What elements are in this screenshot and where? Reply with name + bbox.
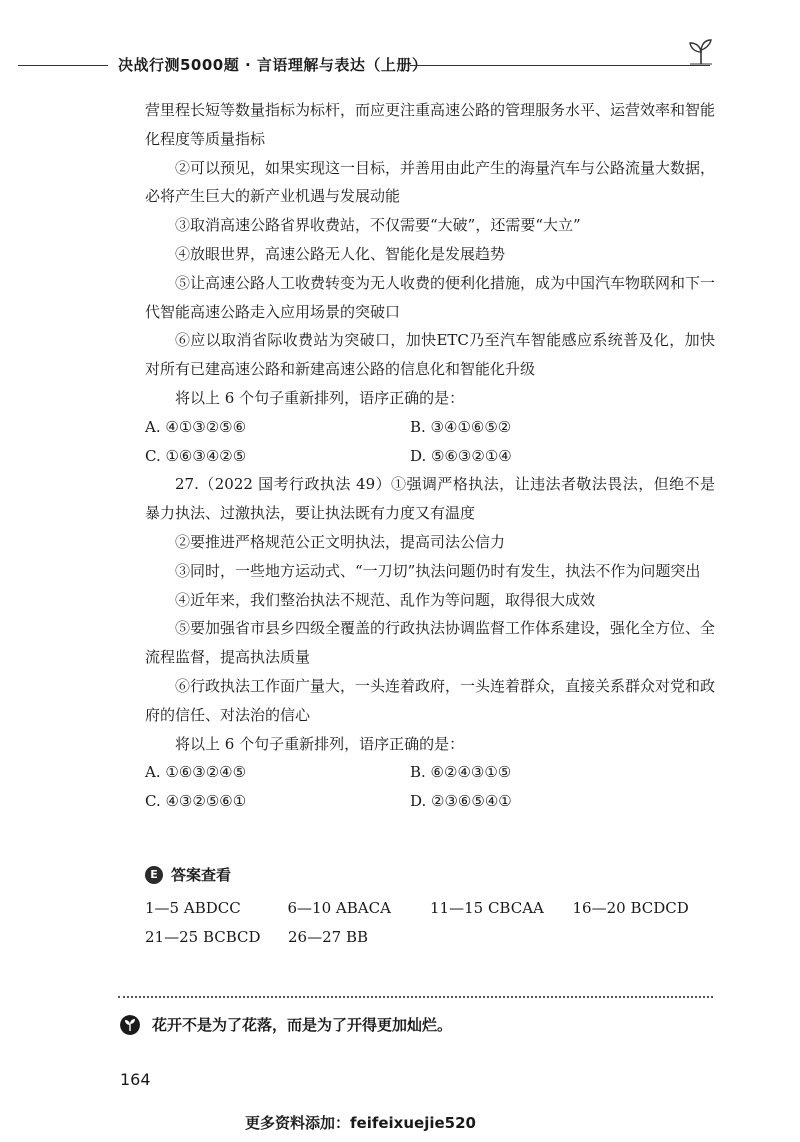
q26-options-row1 bbox=[145, 413, 715, 442]
answer-item: 1—5 ABDCC bbox=[145, 899, 241, 917]
answer-section-title bbox=[145, 864, 231, 885]
q27-sentence-4: ④近年来，我们整治执法不规范、乱作为等问题，取得很大成效 bbox=[175, 590, 596, 609]
q26-sentence-4: ④放眼世界，高速公路无人化、智能化是发展趋势 bbox=[175, 244, 506, 263]
book-title: 决战行测5000题 · 言语理解与表达（上册） bbox=[118, 56, 428, 74]
q27-sentence-6: ⑥行政执法工作面广量大，一头连着政府，一头连着群众，直接关系群众对党和政府的信任、对法治的信心 bbox=[145, 676, 716, 724]
q27-option-a: A. ①⑥③②④⑤ bbox=[145, 763, 247, 782]
q27-options-row1 bbox=[145, 758, 715, 787]
answer-item: 11—15 CBCAA bbox=[430, 899, 544, 917]
motto-text: 花开不是为了花落，而是为了开得更加灿烂。 bbox=[152, 1016, 453, 1034]
answer-row-1 bbox=[145, 894, 715, 923]
body-text bbox=[145, 96, 715, 816]
q26-sentence-6: ⑥应以取消省际收费站为突破口，加快ETC乃至汽车智能感应系统普及化，加快对所有已建高速公路和新建高速公路的信息化和智能化升级 bbox=[145, 331, 715, 379]
q27-prompt: 将以上 6 个句子重新排列，语序正确的是： bbox=[175, 734, 465, 753]
q27-option-d: D. ②③⑥⑤④① bbox=[410, 792, 512, 811]
q27-sentence-1: 27.（2022 国考行政执法 49）①强调严格执法，让违法者敬法畏法，但绝不是暴力执法、过激执法，要让执法既有力度又有温度 bbox=[145, 475, 715, 523]
answer-row-2 bbox=[145, 923, 715, 952]
motto bbox=[120, 1014, 452, 1035]
dotted-divider bbox=[118, 996, 713, 998]
q26-sentence-5: ⑤让高速公路人工收费转变为无人收费的便利化措施，成为中国汽车物联网和下一代智能高速公路走入应用场景的突破口 bbox=[145, 273, 716, 321]
q26-option-b: B. ③④①⑥⑤② bbox=[410, 417, 512, 436]
q26-options-row2 bbox=[145, 442, 715, 471]
answer-icon: E bbox=[145, 866, 163, 884]
running-header bbox=[18, 52, 718, 78]
answer-title-text: 答案查看 bbox=[171, 866, 232, 884]
q27-sentence-3: ③同时，一些地方运动式、“一刀切”执法问题仍时有发生，执法不作为问题突出 bbox=[175, 561, 701, 580]
q26-sentence-3: ③取消高速公路省界收费站，不仅需要“大破”，还需要“大立” bbox=[175, 216, 581, 235]
q27-sentence-5: ⑤要加强省市县乡四级全覆盖的行政执法协调监督工作体系建设，强化全方位、全流程监督，提高执法质量 bbox=[145, 619, 716, 667]
q27-option-b: B. ⑥②④③①⑤ bbox=[410, 763, 512, 782]
footer-note: 更多资料添加：feifeixuejie520 bbox=[245, 1114, 476, 1132]
q27-option-c: C. ④③②⑤⑥① bbox=[145, 792, 247, 811]
header-rule-right bbox=[410, 65, 710, 66]
sprout-icon bbox=[686, 38, 716, 66]
answer-item: 16—20 BCDCD bbox=[572, 899, 689, 917]
header-rule-left bbox=[18, 65, 108, 66]
sprout-circle-icon bbox=[120, 1015, 140, 1035]
q26-option-c: C. ①⑥③④②⑤ bbox=[145, 446, 247, 465]
answer-item: 6—10 ABACA bbox=[287, 899, 391, 917]
q27-sentence-2: ②要推进严格规范公正文明执法，提高司法公信力 bbox=[175, 532, 506, 551]
q26-option-a: A. ④①③②⑤⑥ bbox=[145, 417, 247, 436]
q27-options-row2 bbox=[145, 787, 715, 816]
q26-prompt: 将以上 6 个句子重新排列，语序正确的是： bbox=[175, 388, 465, 407]
answer-item: 21—25 BCBCD bbox=[145, 928, 261, 946]
answer-key bbox=[145, 894, 715, 952]
continued-sentence: 营里程长短等数量指标为标杆，而应更注重高速公路的管理服务水平、运营效率和智能化程度等质量指标 bbox=[145, 101, 716, 148]
q26-option-d: D. ⑤⑥③②①④ bbox=[410, 446, 512, 465]
q26-sentence-2: ②可以预见，如果实现这一目标，并善用由此产生的海量汽车与公路流量大数据，必将产生巨大的新产业机遇与发展动能 bbox=[145, 158, 716, 206]
answer-item: 26—27 BB bbox=[288, 928, 368, 946]
page-number: 164 bbox=[120, 1070, 151, 1089]
